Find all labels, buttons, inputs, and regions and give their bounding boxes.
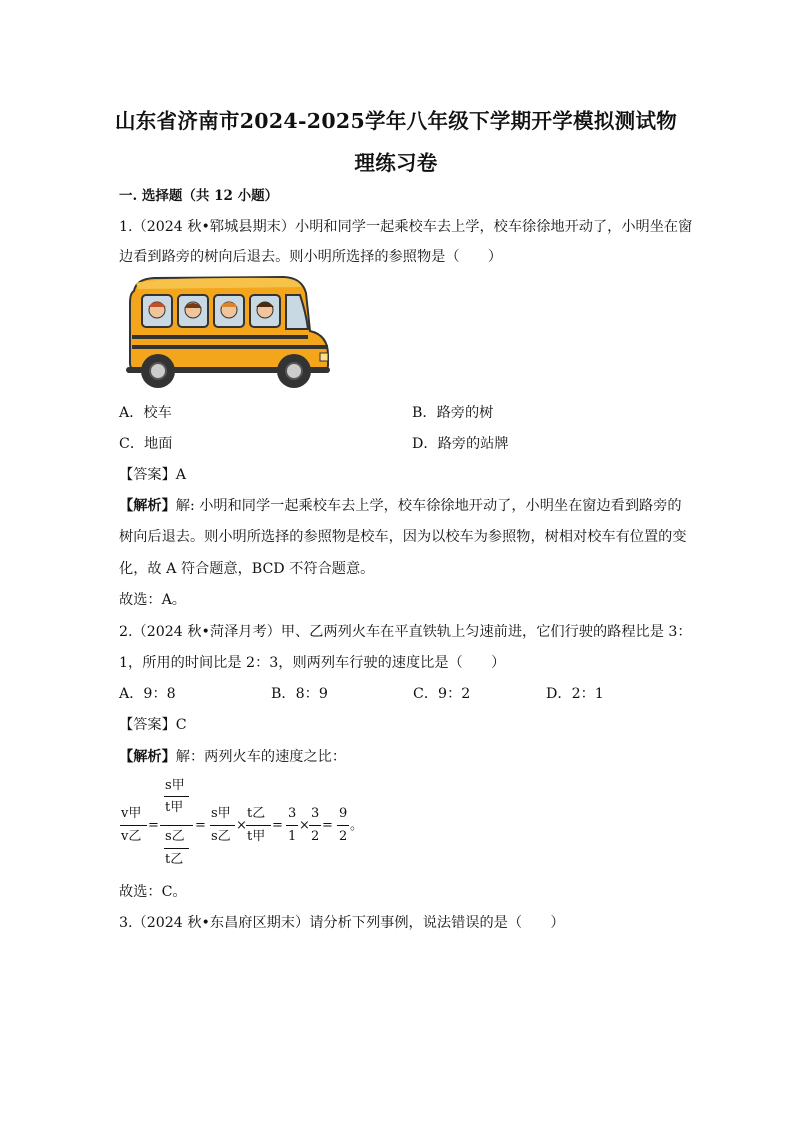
- analysis-label: 【解析】: [119, 498, 176, 514]
- school-bus-illustration: [124, 273, 330, 391]
- q1-answer: 【答案】A: [119, 467, 186, 483]
- q2-option-a: A．9：8: [119, 686, 176, 702]
- q1-option-d: D．路旁的站牌: [412, 436, 509, 452]
- q1-stem-line1: 1.（2024 秋•郓城县期末）小明和同学一起乘校车去上学，校车徐徐地开动了，小明坐在窗: [119, 219, 693, 235]
- q2-option-d: D．2：1: [546, 686, 604, 702]
- q2-option-b: B．8：9: [271, 686, 328, 702]
- q2-choice: 故选：C。: [119, 884, 187, 900]
- section-heading: 一. 选择题（共 12 小题）: [119, 188, 279, 204]
- document-title-continued: 理练习卷: [354, 151, 438, 175]
- q1-option-c: C．地面: [119, 436, 173, 452]
- q2-stem-line1: 2.（2024 秋•菏泽月考）甲、乙两列火车在平直铁轨上匀速前进，它们行驶的路程比是 3：: [119, 624, 692, 640]
- q1-analysis-line3: 化，故 A 符合题意，BCD 不符合题意。: [119, 561, 375, 577]
- q1-option-b: B．路旁的树: [412, 405, 494, 421]
- q1-analysis-line1: 【解析】解: 小明和同学一起乘校车去上学，校车徐徐地开动了，小明坐在窗边看到路旁的: [119, 498, 682, 514]
- q3-stem-line1: 3.（2024 秋•东昌府区期末）请分析下列事例，说法错误的是（ ）: [119, 915, 565, 931]
- q1-option-a: A．校车: [119, 405, 172, 421]
- q2-analysis-line1: 【解析】解：两列火车的速度之比：: [119, 749, 347, 765]
- q2-option-c: C．9：2: [413, 686, 471, 702]
- q2-stem-line2: 1，所用的时间比是 2：3，则两列车行驶的速度比是（ ）: [119, 655, 506, 671]
- q1-stem-line2: 边看到路旁的树向后退去。则小明所选择的参照物是（ ）: [119, 249, 503, 265]
- q2-answer: 【答案】C: [119, 717, 187, 733]
- q1-analysis-line2: 树向后退去。则小明所选择的参照物是校车，因为以校车为参照物，树相对校车有位置的变: [119, 529, 687, 545]
- document-title: 山东省济南市2024-2025学年八年级下学期开学模拟测试物: [114, 109, 678, 133]
- q1-choice: 故选：A。: [119, 592, 186, 608]
- analysis-label: 【解析】: [119, 749, 176, 765]
- document-page: 山东省济南市2024-2025学年八年级下学期开学模拟测试物 理练习卷 一. 选择题（共 12 小题） 1.（2024 秋•郓城县期末）小明和同学一起乘校车去上学，校车徐徐地开动了，小明坐在窗 边看到路旁的树向后退去。则小明所选择的参照物是（ ） A．校车 B．路旁的树 C．地面 D．路旁的站牌 【答案】A 【解析】解: 小明和同学一起乘校车去上学，校车徐徐地开动了，小明坐在窗边看到路旁的 树向后退去。则小明所选择的参照物是校车，因为以校车为参照物，树相对校车有位置的变 化，故 A 符合题意，BCD 不符合题意。 故选：A。 2.（2024 秋•菏泽月考）甲、乙两列火车在平直铁轨上匀速前进，它们行驶的路程比是 3： 1，所用的时间比是 2：3，则两列车行驶的速度比是（ ） A．9：8 B．8：9 C．9：2 D．2：1 【答案】C 【解析】解：两列火车的速度之比： v甲 v乙 = s甲 t甲 s乙 t乙 = s甲 s乙 × t乙 t甲 = 3 1 × 3 2 = 9 2 。 故选：C。 3.（2024 秋•东昌府区期末）请分析下列事例，说法错误的是（ ）: [0, 0, 794, 1123]
